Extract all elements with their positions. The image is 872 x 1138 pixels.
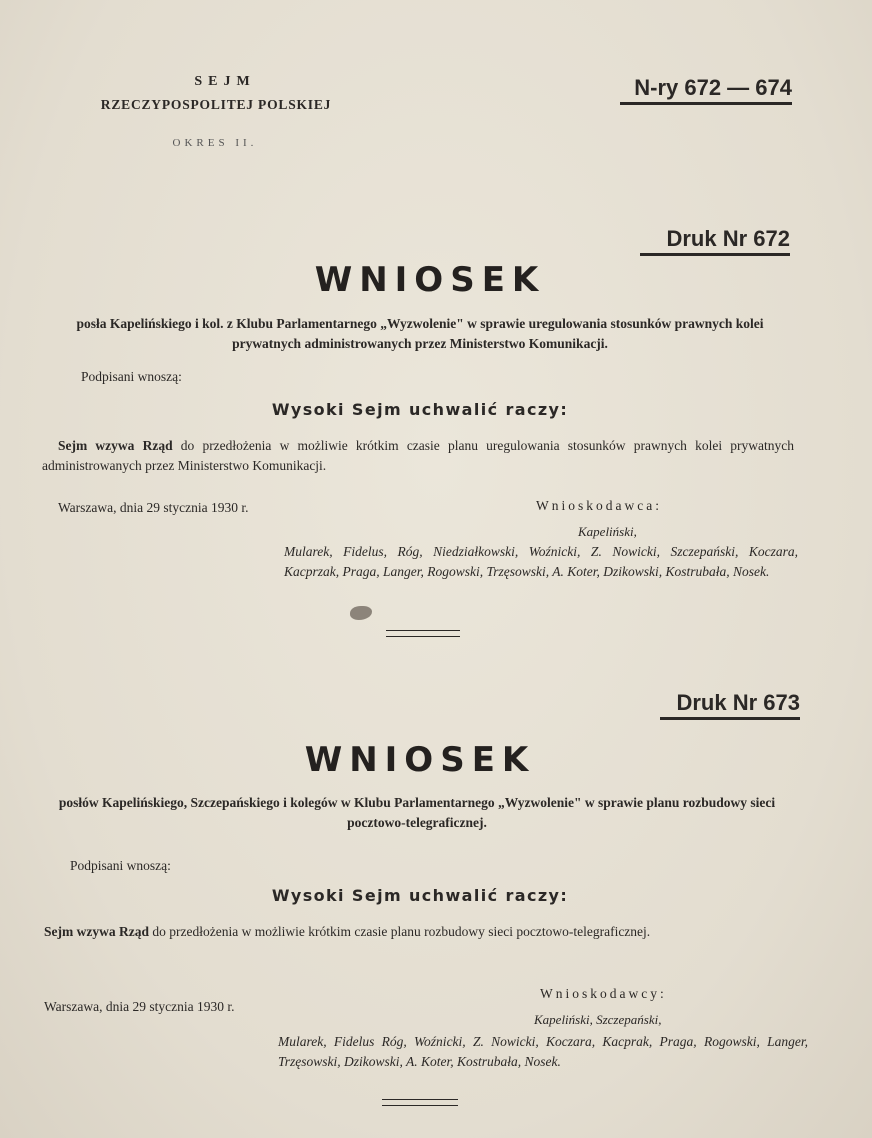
ink-smudge bbox=[350, 606, 372, 620]
header-okres: OKRES II. bbox=[172, 137, 258, 149]
document-numbers: N-ry 672 — 674 bbox=[620, 75, 792, 105]
wnioskodawcy-names-673: Kapeliński, Szczepański, bbox=[534, 1012, 662, 1027]
uchwal-heading-673: Wysoki Sejm uchwalić raczy: bbox=[271, 886, 569, 905]
date-673: Warszawa, dnia 29 stycznia 1930 r. bbox=[44, 999, 235, 1014]
resolution-text-673 bbox=[28, 922, 804, 942]
header-sejm: SEJM bbox=[194, 74, 256, 89]
wnioskodawcy-label-673: Wnioskodawcy: bbox=[540, 986, 667, 1001]
uchwal-heading-672: Wysoki Sejm uchwalić raczy: bbox=[271, 400, 569, 419]
druk-number-673: Druk Nr 673 bbox=[660, 690, 800, 720]
wniosek-title-672: WNIOSEK bbox=[314, 260, 546, 300]
wnioskodawca-name-672: Kapeliński, bbox=[578, 524, 637, 539]
druk-number-672: Druk Nr 672 bbox=[640, 226, 790, 256]
wniosek-title-673: WNIOSEK bbox=[304, 740, 536, 780]
wniosek-intro-672: posła Kapelińskiego i kol. z Klubu Parlamentarnego „Wyzwolenie" w sprawie uregulowania stosunków prawnych kolei prywatnych administrowanych przez Ministerstwo Komunikacji. bbox=[76, 316, 764, 351]
header-rzeczpospolitej: RZECZYPOSPOLITEJ POLSKIEJ bbox=[100, 97, 332, 112]
podpisani-wnosza-672: Podpisani wnoszą: bbox=[81, 369, 182, 384]
separator-rule-2 bbox=[382, 1099, 458, 1106]
date-672: Warszawa, dnia 29 stycznia 1930 r. bbox=[58, 500, 249, 515]
wniosek-intro-673: posłów Kapelińskiego, Szczepańskiego i kolegów w Klubu Parlamentarnego „Wyzwolenie" w sprawie planu rozbudowy sieci pocztowo-telegraficznej. bbox=[58, 795, 776, 830]
resolution-rest-672: do przedłożenia w możliwie krótkim czasie planu uregulowania stosunków prawnych kolei prywatnych administrowanych przez Ministerstwo Komunikacji. bbox=[42, 438, 795, 473]
signers-673: Mularek, Fidelus Róg, Woźnicki, Z. Nowicki, Koczara, Kacprak, Praga, Rogowski, Langer, Trzęsowski, Dzikowski, A. Koter, Kostrubała, Nosek. bbox=[278, 1034, 808, 1069]
wnioskodawca-label-672: Wnioskodawca: bbox=[536, 498, 662, 513]
resolution-lead-672: Sejm wzywa Rząd bbox=[58, 438, 173, 453]
separator-rule-1 bbox=[386, 630, 460, 637]
resolution-rest-673: do przedłożenia w możliwie krótkim czasie planu rozbudowy sieci pocztowo-telegraficznej. bbox=[152, 924, 651, 939]
signers-672: Mularek, Fidelus, Róg, Niedziałkowski, Woźnicki, Z. Nowicki, Szczepański, Koczara, Kacprzak, Praga, Langer, Rogowski, Trzęsowski, A. Koter, Dzikowski, Kostrubała, Nosek. bbox=[284, 544, 798, 579]
podpisani-wnosza-673: Podpisani wnoszą: bbox=[70, 858, 171, 873]
resolution-lead-673: Sejm wzywa Rząd bbox=[44, 924, 149, 939]
resolution-text-672 bbox=[42, 436, 794, 476]
